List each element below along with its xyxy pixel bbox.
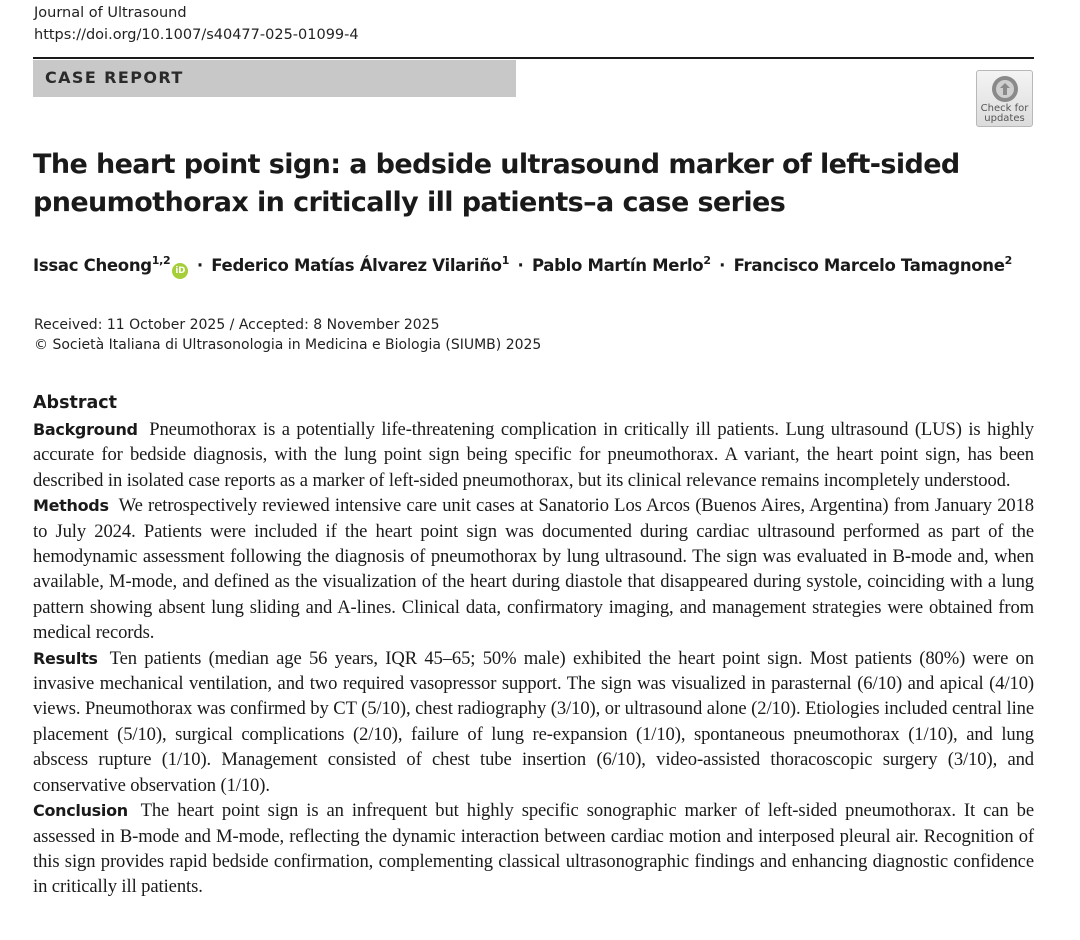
publication-dates bbox=[34, 315, 541, 355]
abstract-section-methods bbox=[33, 493, 1034, 645]
author-affiliation: 2 bbox=[703, 254, 711, 267]
check-for-updates-label: Check for updates bbox=[980, 103, 1029, 124]
author-list bbox=[33, 254, 1033, 279]
section-label: Methods bbox=[33, 496, 109, 516]
abstract-body bbox=[33, 417, 1034, 900]
check-for-updates-button[interactable] bbox=[976, 70, 1033, 127]
author-name[interactable]: Federico Matías Álvarez Vilariño bbox=[211, 256, 502, 275]
section-text: Ten patients (median age 56 years, IQR 45–65; 50% male) exhibited the heart point sign. Most patients (80%) were on invasive mechanical ventilation, and two required vasopressor support. The sign was visualized in parasternal (6/10) and apical (4/10) views. Pneumothorax was confirmed by CT (5/10), chest radiography (3/10), or ultrasound alone (2/10). Etiologies included central line placement (5/10), surgical complications (2/10), failure of lung re-expansion (1/10), spontaneous pneumothorax (1/10), and lung abscess rupture (1/10). Management consisted of chest tube insertion (6/10), video-assisted thoracoscopic surgery (3/10), and conservative observation (1/10). bbox=[33, 647, 1034, 796]
section-label: Background bbox=[33, 420, 138, 439]
author-separator: · bbox=[517, 256, 524, 275]
author-name[interactable]: Issac Cheong bbox=[33, 256, 152, 275]
author-affiliation: 2 bbox=[1004, 254, 1013, 267]
article-title bbox=[33, 146, 1033, 222]
received-accepted-dates: Received: 11 October 2025 / Accepted: 8 November 2025 bbox=[34, 317, 440, 333]
section-label: Results bbox=[33, 648, 98, 668]
article-type-bar bbox=[33, 60, 516, 97]
orcid-icon[interactable]: iD bbox=[172, 263, 188, 279]
abstract-section-background bbox=[33, 417, 1034, 493]
abstract-section-results bbox=[33, 646, 1034, 798]
author-separator: · bbox=[719, 256, 726, 275]
article-type-label: CASE REPORT bbox=[45, 68, 184, 87]
abstract-heading: Abstract bbox=[33, 393, 118, 413]
author-separator: · bbox=[196, 256, 203, 275]
section-text: We retrospectively reviewed intensive care unit cases at Sanatorio Los Arcos (Buenos Aires, Argentina) from January 2018 to July 2024. Patients were included if the heart point sign was documented during cardiac ultrasound performed as part of the hemodynamic assessment following the diagnosis of pneumothorax by lung ultrasound. The sign was evaluated in B-mode and, when available, M-mode, and defined as the visualization of the heart during diastole that disappeared during systole, coinciding with a lung pattern showing absent lung sliding and A-lines. Clinical data, confirmatory imaging, and management strategies were obtained from medical records. bbox=[33, 495, 1034, 644]
header-rule bbox=[33, 57, 1034, 59]
author-affiliation: 1,2 bbox=[151, 254, 171, 267]
check-for-updates-icon bbox=[989, 74, 1021, 104]
section-label: Conclusion bbox=[33, 801, 128, 821]
section-text: Pneumothorax is a potentially life-threatening complication in critically ill patients. Lung ultrasound (LUS) is highly accurate for bedside diagnosis, with the lung point sign being specific for pneumothorax. A variant, the heart point sign, has been described in isolated case reports as a marker of left-sided pneumothorax, but its clinical relevance remains incompletely understood. bbox=[33, 419, 1034, 491]
doi-link[interactable]: https://doi.org/10.1007/s40477-025-01099-4 bbox=[34, 27, 359, 43]
author-name[interactable]: Pablo Martín Merlo bbox=[531, 256, 704, 275]
journal-meta bbox=[34, 2, 359, 46]
title-line-1: The heart point sign: a bedside ultrasound marker of left-sided bbox=[33, 149, 960, 180]
copyright-notice: © Società Italiana di Ultrasonologia in Medicina e Biologia (SIUMB) 2025 bbox=[34, 337, 542, 353]
title-line-2: pneumothorax in critically ill patients–a case series bbox=[33, 187, 786, 218]
author-name[interactable]: Francisco Marcelo Tamagnone bbox=[733, 256, 1005, 275]
section-text: The heart point sign is an infrequent but highly specific sonographic marker of left-sided pneumothorax. It can be assessed in B-mode and M-mode, reflecting the dynamic interaction between cardiac motion and interposed pleural air. Recognition of this sign provides rapid bedside confirmation, complementing classical ultrasonographic findings and enhancing diagnostic confidence in critically ill patients. bbox=[33, 800, 1034, 898]
journal-name: Journal of Ultrasound bbox=[34, 5, 187, 21]
author-affiliation: 1 bbox=[501, 254, 510, 267]
abstract-section-conclusion bbox=[33, 798, 1034, 900]
